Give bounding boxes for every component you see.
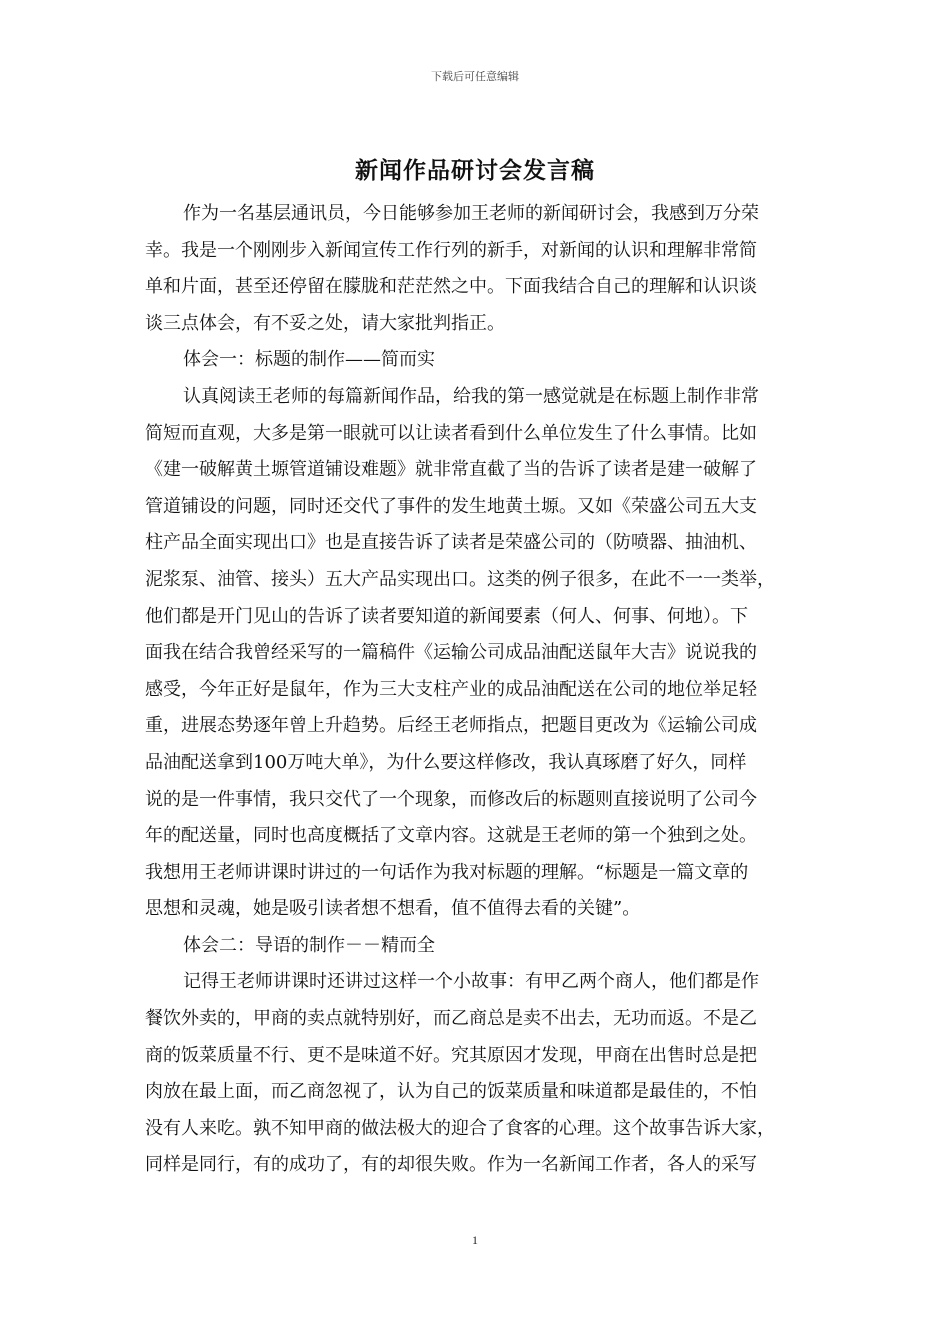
body-line: 记得王老师讲课时还讲过这样一个小故事：有甲乙两个商人，他们都是作 [183,971,759,993]
body-line: 肉放在最上面，而乙商忽视了，认为自己的饭菜质量和味道都是最佳的，不怕 [145,1081,757,1103]
body-line: 我想用王老师讲课时讲过的一句话作为我对标题的理解。“标题是一篇文章的 [145,861,749,883]
body-line: 品油配送拿到100万吨大单》，为什么要这样修改，我认真琢磨了好久，同样 [145,751,747,773]
body-line: 年的配送量，同时也高度概括了文章内容。这就是王老师的第一个独到之处。 [145,825,757,847]
body-line: 简短而直观，大多是第一眼就可以让读者看到什么单位发生了什么事情。比如 [145,422,757,444]
body-line: 《建一破解黄土塬管道铺设难题》就非常直截了当的告诉了读者是建一破解了 [145,459,757,481]
section-heading-2: 体会二：导语的制作－－精而全 [183,934,435,956]
body-line: 作为一名基层通讯员，今日能够参加王老师的新闻研讨会，我感到万分荣 [183,203,759,224]
body-line: 谈三点体会，有不妥之处，请大家批判指正。 [145,312,505,334]
body-line: 餐饮外卖的，甲商的卖点就特别好，而乙商总是卖不出去，无功而返。不是乙 [145,1008,757,1030]
page-number: 1 [472,1233,478,1247]
body-line: 他们都是开门见山的告诉了读者要知道的新闻要素（何人、何事、何地）。下 [145,605,748,627]
body-line: 面我在结合我曾经采写的一篇稿件《运输公司成品油配送鼠年大吉》说说我的 [145,642,757,664]
body-line: 单和片面，甚至还停留在朦胧和茫茫然之中。下面我结合自己的理解和认识谈 [145,276,757,298]
body-line: 管道铺设的问题，同时还交代了事件的发生地黄土塬。又如《荣盛公司五大支 [145,495,757,517]
body-line: 泥浆泵、油管、接头）五大产品实现出口。这类的例子很多，在此不一一类举， [145,568,775,590]
body-line: 柱产品全面实现出口》也是直接告诉了读者是荣盛公司的（防喷器、抽油机、 [145,532,757,554]
body-line: 感受，今年正好是鼠年，作为三大支柱产业的成品油配送在公司的地位举足轻 [145,678,757,700]
body-line: 商的饭菜质量不行、更不是味道不好。究其原因才发现，甲商在出售时总是把 [145,1044,757,1066]
page-header-note: 下载后可任意编辑 [431,70,519,83]
body-line: 没有人来吃。孰不知甲商的做法极大的迎合了食客的心理。这个故事告诉大家， [145,1117,775,1139]
body-line: 重，进展态势逐年曾上升趋势。后经王老师指点，把题目更改为《运输公司成 [145,715,757,737]
body-line: 思想和灵魂，她是吸引读者想不想看，值不值得去看的关键”。 [145,898,641,920]
body-line: 同样是同行，有的成功了，有的却很失败。作为一名新闻工作者，各人的采写 [145,1154,757,1176]
document-title: 新闻作品研讨会发言稿 [355,157,595,184]
body-line: 说的是一件事情，我只交代了一个现象，而修改后的标题则直接说明了公司今 [145,788,757,810]
document-body [145,196,809,1184]
body-line: 幸。我是一个刚刚步入新闻宣传工作行列的新手，对新闻的认识和理解非常简 [145,239,757,261]
section-heading-1: 体会一：标题的制作——简而实 [183,349,435,371]
body-line: 认真阅读王老师的每篇新闻作品，给我的第一感觉就是在标题上制作非常 [183,385,759,407]
